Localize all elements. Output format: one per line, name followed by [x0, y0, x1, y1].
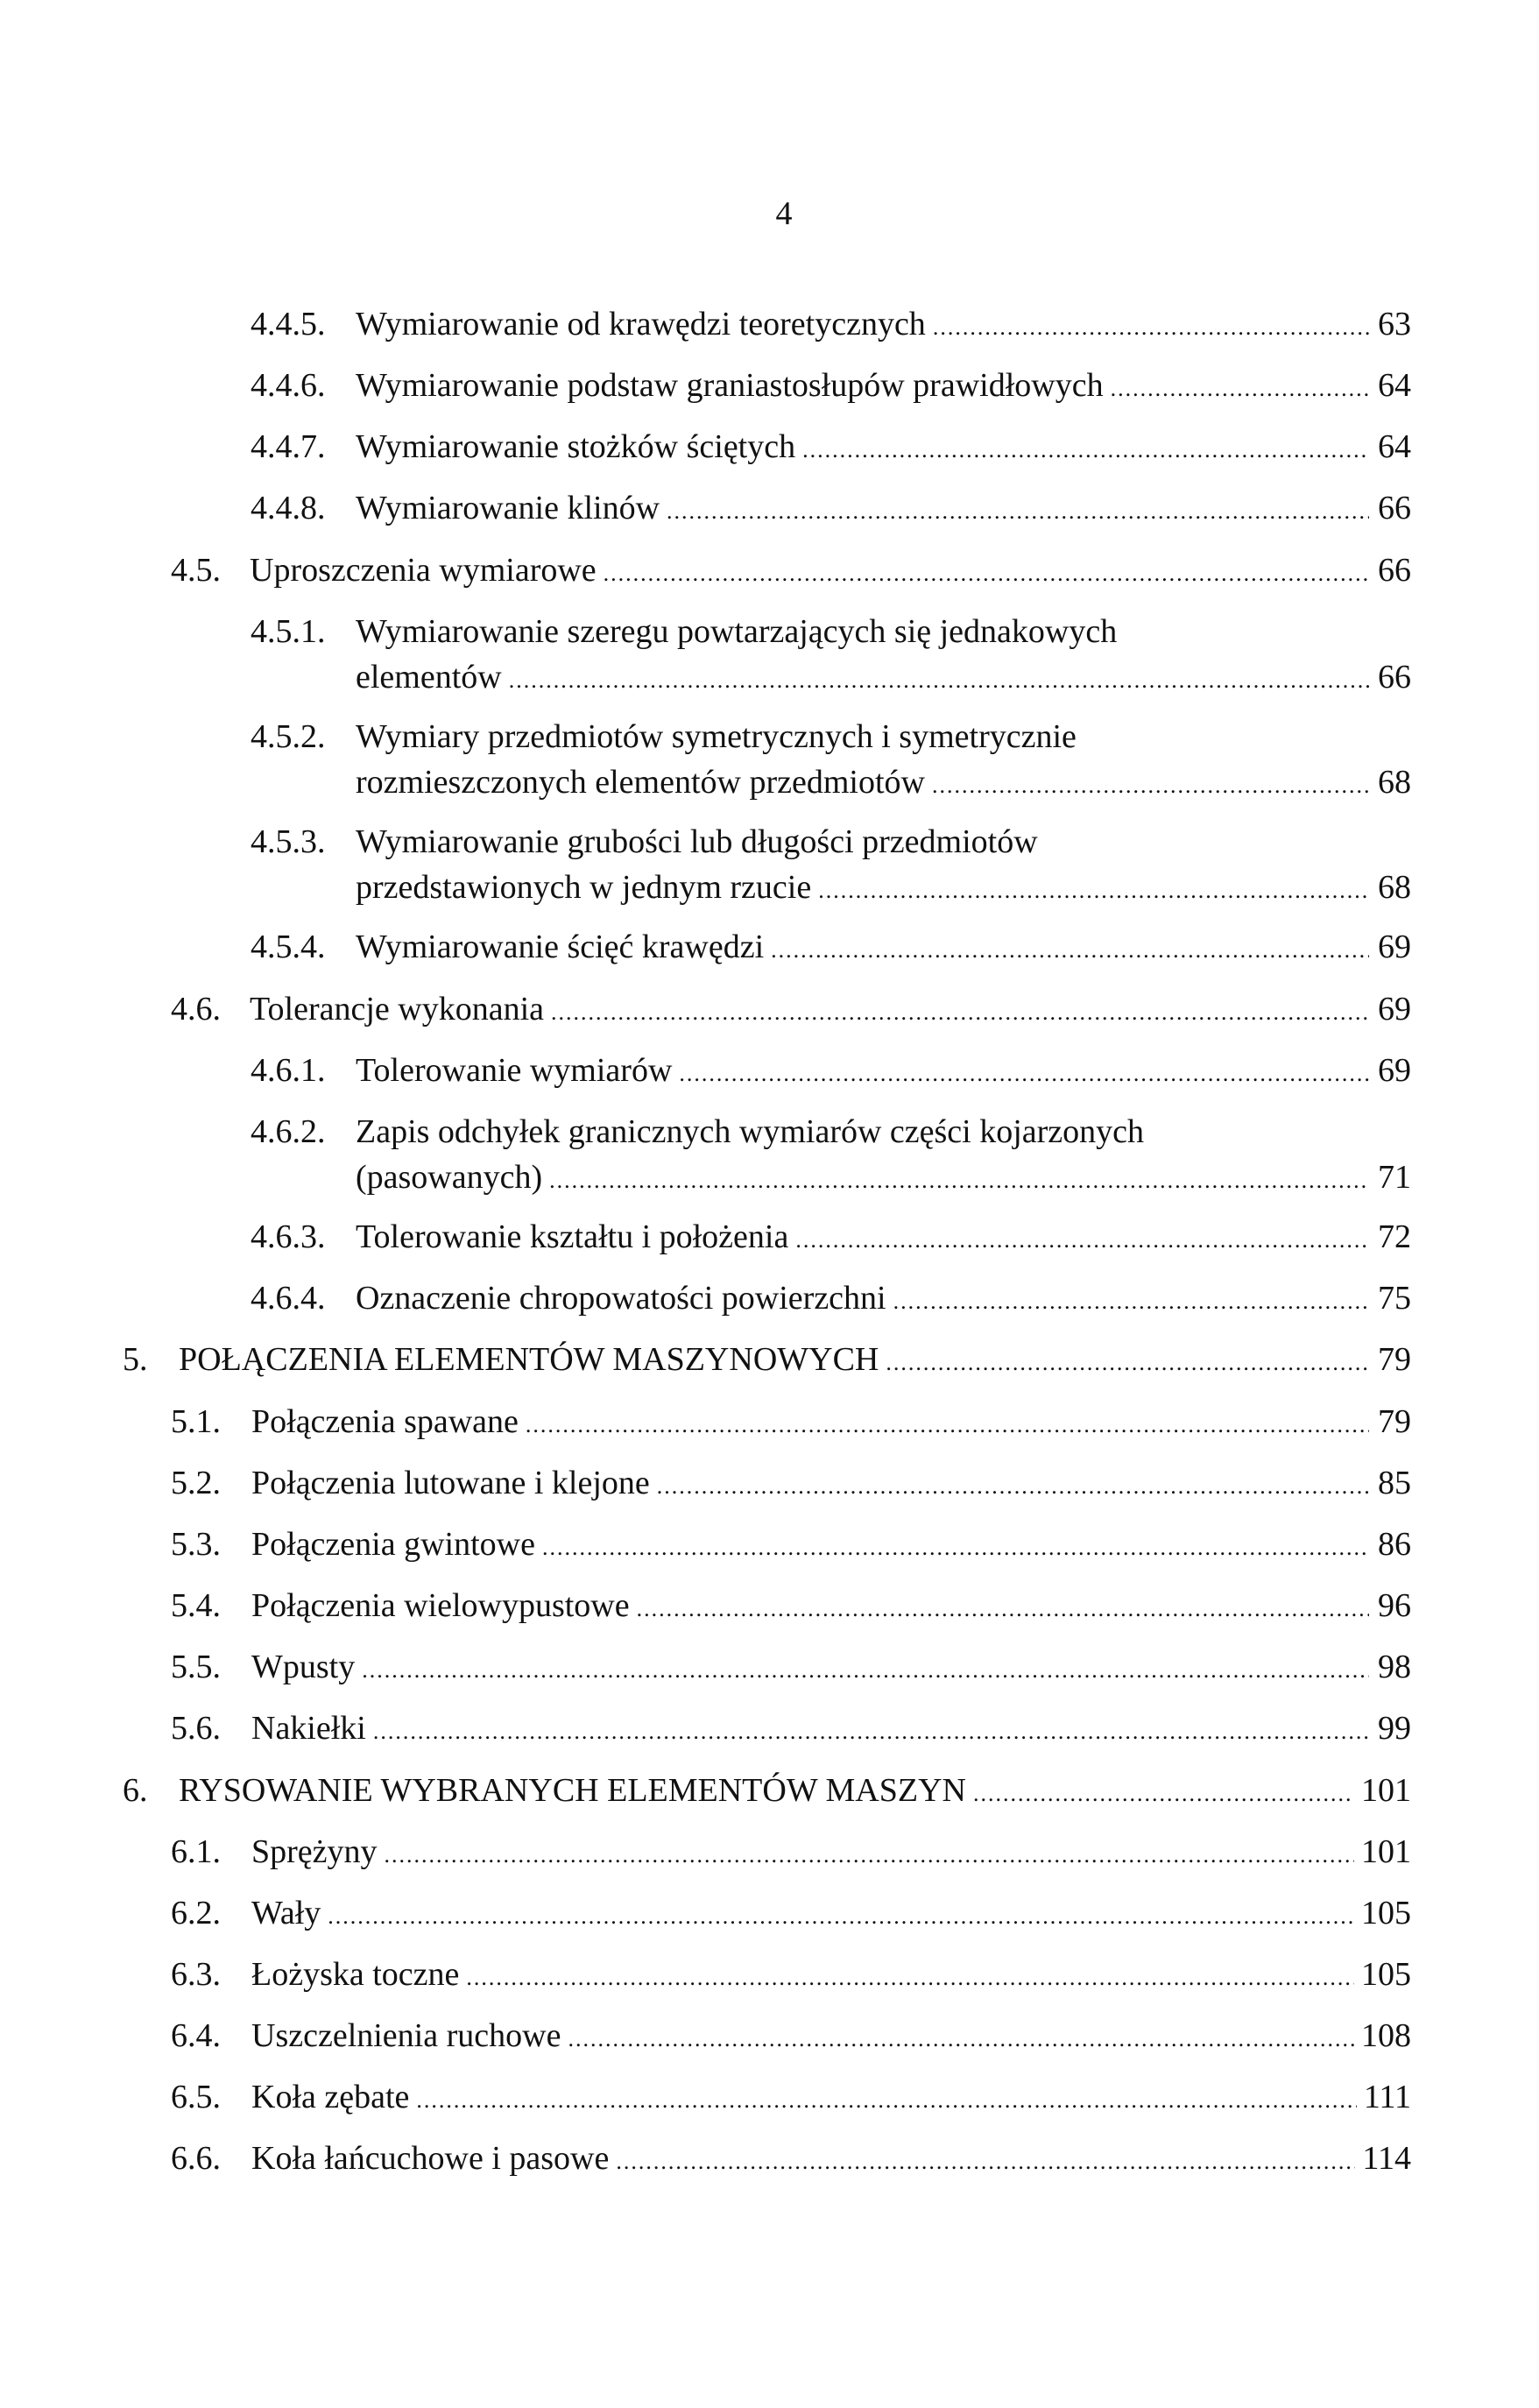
toc-entry-4-6[interactable]: [171, 986, 1411, 1035]
entry-page: 105: [1361, 1956, 1411, 1993]
entry-title: Koła łańcuchowe i pasowe: [251, 2140, 610, 2177]
toc-entry-5-1[interactable]: [171, 1399, 1411, 1448]
dot-leader: [795, 1218, 1369, 1263]
toc-entry-6-2[interactable]: [171, 1890, 1411, 1939]
dot-leader: [679, 1051, 1369, 1097]
entry-number: 6.2.: [171, 1895, 221, 1931]
toc-entry-4-4-8[interactable]: [251, 485, 1411, 534]
toc-entry-4-5-3[interactable]: [251, 819, 1411, 914]
entry-title: Wymiarowanie stożków ściętych: [356, 428, 796, 465]
toc-entry-4-4-5[interactable]: [251, 301, 1411, 350]
entry-title: Wymiarowanie grubości lub długości przedmiotów: [356, 823, 1038, 860]
dot-leader: [328, 1894, 1354, 1939]
dot-leader: [886, 1340, 1369, 1386]
dot-leader: [657, 1464, 1369, 1509]
entry-title-continued: przedstawionych w jednym rzucie: [356, 869, 812, 906]
dot-leader: [604, 551, 1369, 597]
entry-title: Zapis odchyłek granicznych wymiarów części kojarzonych: [356, 1113, 1145, 1150]
entry-number: 4.5.2.: [251, 718, 326, 755]
dot-leader: [526, 1402, 1369, 1448]
entry-page: 105: [1361, 1895, 1411, 1931]
toc-entry-4-6-4[interactable]: [251, 1275, 1411, 1324]
entry-title: Nakiełki: [251, 1710, 366, 1747]
toc-entry-4-5-2[interactable]: [251, 714, 1411, 809]
dot-leader: [802, 427, 1369, 473]
dot-leader: [568, 2016, 1354, 2062]
entry-page: 79: [1378, 1403, 1411, 1440]
entry-title: Wymiarowanie podstaw graniastosłupów prawidłowych: [356, 367, 1104, 404]
toc-entry-6-5[interactable]: [171, 2074, 1411, 2123]
dot-leader: [466, 1955, 1354, 2001]
toc-entry-6-3[interactable]: [171, 1952, 1411, 2001]
toc-entry-4-6-1[interactable]: [251, 1048, 1411, 1097]
toc-entry-6-4[interactable]: [171, 2013, 1411, 2062]
entry-number: 4.4.6.: [251, 367, 326, 404]
entry-title: Wpusty: [251, 1649, 356, 1685]
entry-title: Łożyska toczne: [251, 1956, 460, 1993]
entry-page: 101: [1361, 1772, 1411, 1809]
entry-number: 6.: [123, 1772, 148, 1809]
entry-page: 69: [1378, 1052, 1411, 1089]
entry-title: Połączenia lutowane i klejone: [251, 1465, 650, 1501]
toc-entry-4-5-4[interactable]: [251, 924, 1411, 973]
entry-title-continued: elementów: [356, 659, 502, 696]
entry-page: 86: [1378, 1526, 1411, 1563]
entry-number: 4.5.3.: [251, 823, 326, 860]
toc-entry-5-3[interactable]: [171, 1522, 1411, 1571]
dot-leader: [667, 489, 1369, 534]
dot-leader: [549, 1158, 1369, 1204]
entry-title: Sprężyny: [251, 1833, 378, 1870]
page-number: 4: [775, 195, 793, 232]
dot-leader: [893, 1279, 1369, 1324]
entry-number: 4.6.1.: [251, 1052, 326, 1089]
dot-leader: [933, 305, 1369, 350]
dot-leader: [373, 1709, 1369, 1755]
entry-number: 5.2.: [171, 1465, 221, 1501]
entry-page: 99: [1378, 1710, 1411, 1747]
entry-title: Wymiarowanie ścięć krawędzi: [356, 929, 765, 965]
toc-entry-4-6-3[interactable]: [251, 1214, 1411, 1263]
entry-number: 4.4.8.: [251, 490, 326, 526]
toc-entry-4-4-6[interactable]: [251, 363, 1411, 412]
entry-page: 79: [1378, 1341, 1411, 1378]
dot-leader: [1111, 366, 1369, 412]
toc-entry-5-6[interactable]: [171, 1705, 1411, 1755]
entry-title: Połączenia gwintowe: [251, 1526, 535, 1563]
entry-title: Wymiary przedmiotów symetrycznych i symetrycznie: [356, 718, 1077, 755]
entry-page: 66: [1378, 490, 1411, 526]
entry-page: 71: [1378, 1159, 1411, 1196]
entry-page: 68: [1378, 869, 1411, 906]
entry-number: 4.5.: [171, 552, 221, 589]
entry-title: Tolerowanie kształtu i położenia: [356, 1218, 789, 1255]
entry-title: Wały: [251, 1895, 321, 1931]
entry-number: 4.6.: [171, 991, 221, 1027]
entry-number: 5.6.: [171, 1710, 221, 1747]
entry-number: 5.: [123, 1341, 148, 1378]
entry-page: 66: [1378, 659, 1411, 696]
entry-title: Wymiarowanie szeregu powtarzających się jednakowych: [356, 613, 1118, 650]
dot-leader: [932, 763, 1369, 809]
toc-entry-4-4-7[interactable]: [251, 424, 1411, 473]
entry-page: 75: [1378, 1280, 1411, 1317]
toc-entry-4-5-1[interactable]: [251, 609, 1411, 703]
entry-number: 4.5.4.: [251, 929, 326, 965]
entry-title: Połączenia spawane: [251, 1403, 519, 1440]
entry-page: 64: [1378, 428, 1411, 465]
dot-leader: [973, 1771, 1354, 1817]
entry-page: 63: [1378, 306, 1411, 342]
entry-number: 4.5.1.: [251, 613, 326, 650]
entry-page: 72: [1378, 1218, 1411, 1255]
entry-title: Oznaczenie chropowatości powierzchni: [356, 1280, 886, 1317]
entry-title: Wymiarowanie od krawędzi teoretycznych: [356, 306, 926, 342]
entry-number: 6.4.: [171, 2017, 221, 2054]
entry-number: 5.5.: [171, 1649, 221, 1685]
entry-number: 5.4.: [171, 1587, 221, 1624]
entry-page: 68: [1378, 764, 1411, 801]
entry-number: 4.6.2.: [251, 1113, 326, 1150]
entry-page: 111: [1363, 2079, 1411, 2115]
entry-title: Uproszczenia wymiarowe: [250, 552, 597, 589]
toc-entry-6-1[interactable]: [171, 1829, 1411, 1878]
dot-leader: [542, 1525, 1369, 1571]
entry-number: 6.6.: [171, 2140, 221, 2177]
entry-number: 4.6.3.: [251, 1218, 326, 1255]
entry-number: 6.3.: [171, 1956, 221, 1993]
entry-page: 64: [1378, 367, 1411, 404]
dot-leader: [637, 1586, 1369, 1632]
entry-number: 6.1.: [171, 1833, 221, 1870]
toc-entry-6[interactable]: [123, 1768, 1411, 1817]
entry-page: 101: [1361, 1833, 1411, 1870]
entry-page: 69: [1378, 991, 1411, 1027]
dot-leader: [416, 2078, 1356, 2123]
entry-page: 66: [1378, 552, 1411, 589]
dot-leader: [385, 1832, 1354, 1878]
entry-number: 4.6.4.: [251, 1280, 326, 1317]
entry-page: 85: [1378, 1465, 1411, 1501]
entry-number: 5.1.: [171, 1403, 221, 1440]
dot-leader: [551, 990, 1369, 1035]
dot-leader: [362, 1648, 1369, 1693]
entry-page: 69: [1378, 929, 1411, 965]
toc-entry-4-5[interactable]: [171, 547, 1411, 597]
entry-title: Tolerowanie wymiarów: [356, 1052, 673, 1089]
entry-title: Połączenia wielowypustowe: [251, 1587, 630, 1624]
entry-title: Uszczelnienia ruchowe: [251, 2017, 561, 2054]
entry-page: 98: [1378, 1649, 1411, 1685]
dot-leader: [509, 658, 1369, 703]
toc-entry-5[interactable]: [123, 1337, 1411, 1386]
entry-number: 6.5.: [171, 2079, 221, 2115]
entry-title-continued: (pasowanych): [356, 1159, 543, 1196]
dot-leader: [616, 2139, 1355, 2185]
entry-title-continued: rozmieszczonych elementów przedmiotów: [356, 764, 925, 801]
entry-page: 108: [1361, 2017, 1411, 2054]
toc-entry-6-6[interactable]: [171, 2136, 1411, 2185]
toc-entry-5-4[interactable]: [171, 1583, 1411, 1632]
entry-page: 114: [1362, 2140, 1411, 2177]
entry-number: 4.4.5.: [251, 306, 326, 342]
entry-title: Wymiarowanie klinów: [356, 490, 660, 526]
entry-title: Koła zębate: [251, 2079, 410, 2115]
entry-title: Tolerancje wykonania: [250, 991, 545, 1027]
dot-leader: [771, 928, 1369, 973]
entry-title: RYSOWANIE WYBRANYCH ELEMENTÓW MASZYN: [179, 1772, 966, 1809]
toc-entry-5-2[interactable]: [171, 1460, 1411, 1509]
entry-page: 96: [1378, 1587, 1411, 1624]
toc-entry-4-6-2[interactable]: [251, 1109, 1411, 1204]
entry-title: POŁĄCZENIA ELEMENTÓW MASZYNOWYCH: [179, 1341, 879, 1378]
toc-entry-5-5[interactable]: [171, 1644, 1411, 1693]
entry-number: 4.4.7.: [251, 428, 326, 465]
entry-number: 5.3.: [171, 1526, 221, 1563]
dot-leader: [818, 868, 1369, 914]
